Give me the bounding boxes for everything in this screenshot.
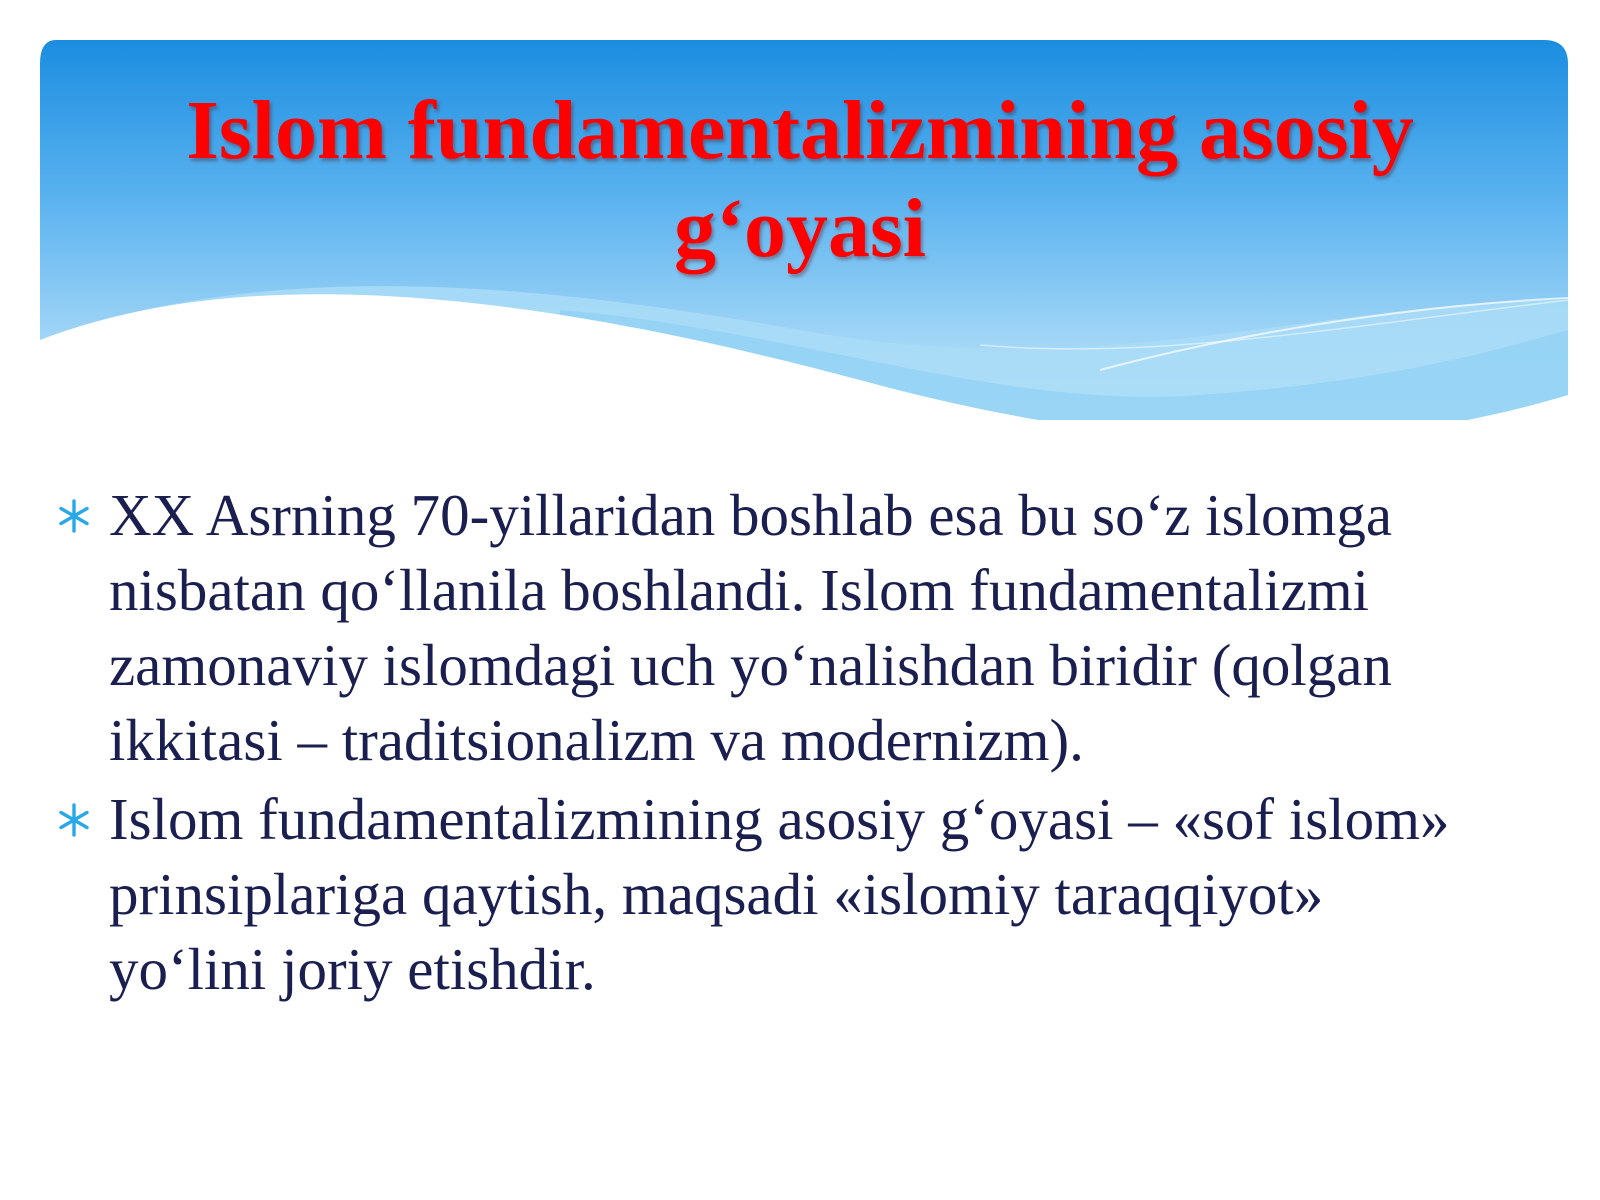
star-bullet-icon: [56, 498, 92, 534]
bullet-item-2: [56, 782, 1476, 1007]
bullet-item-1: [56, 478, 1476, 778]
bullet-text-1: XX Asrning 70-yillaridan boshlab esa bu so‘z islomga nisbatan qo‘llanila boshlandi. Islom fundamentalizmi zamonaviy islomdagi uch yo‘nalishdan biridir (qolgan ikkitasi – traditsionalizm va modernizm).: [109, 482, 1393, 773]
slide-title: Islom fundamentalizmining asosiy g‘oyasi: [186, 84, 1414, 275]
bullet-list: [56, 478, 1476, 1011]
bullet-text-2: Islom fundamentalizmining asosiy g‘oyasi – «sof islom» prinsiplariga qaytish, maqsadi «islomiy taraqqiyot» yo‘lini joriy etishdir.: [109, 786, 1450, 1002]
star-bullet-icon: [56, 802, 92, 838]
